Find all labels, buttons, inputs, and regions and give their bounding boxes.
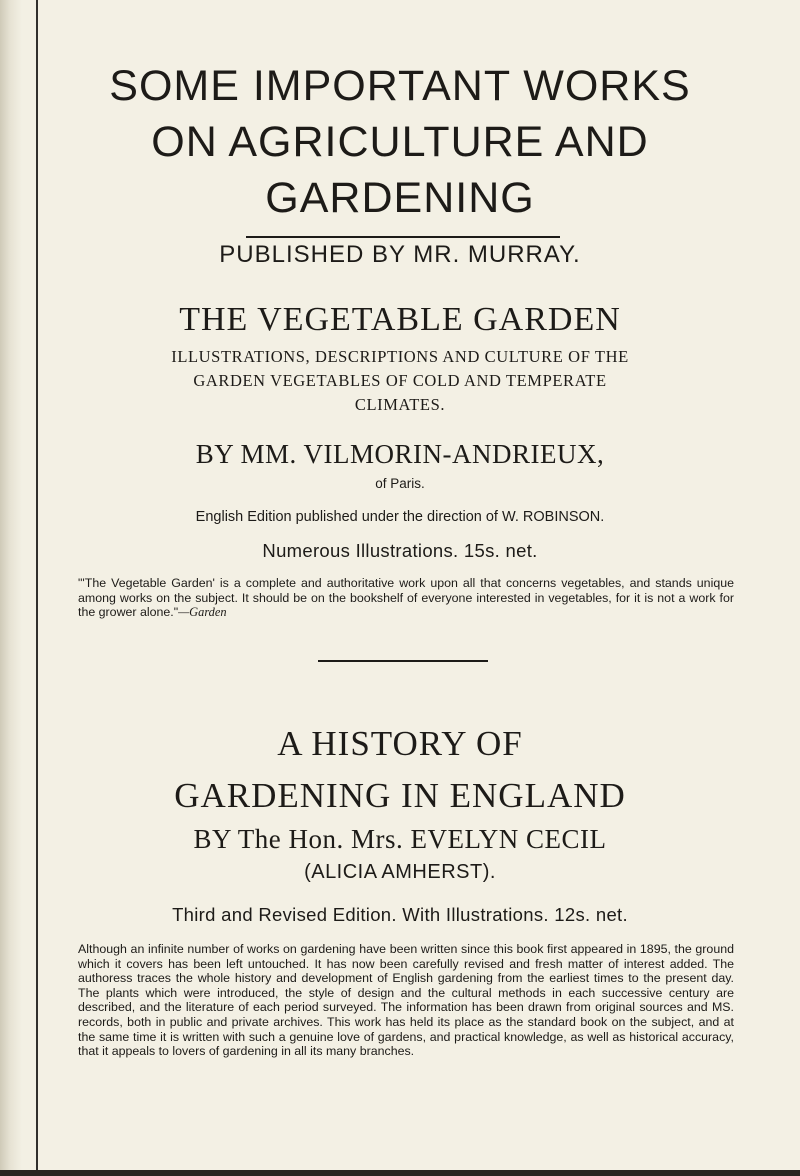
book-1-edition-note: English Edition published under the direction of W. ROBINSON.: [195, 509, 605, 525]
book-2-author-alias: (ALICIA AMHERST).: [304, 861, 496, 883]
book-1-price-line: Numerous Illustrations. 15s. net.: [262, 540, 538, 561]
book-1-title: THE VEGETABLE GARDEN: [179, 301, 621, 338]
divider-rule-1: [246, 236, 560, 238]
book-2-author: BY The Hon. Mrs. EVELYN CECIL: [193, 824, 607, 854]
book-2-title: [50, 718, 750, 822]
page-bottom-edge: [0, 1170, 800, 1176]
heading-line-3: GARDENING: [265, 174, 535, 222]
book-1-review-quote: [78, 576, 734, 620]
book-1-description-line-1: ILLUSTRATIONS, DESCRIPTIONS AND CULTURE OF THE: [171, 347, 629, 366]
publisher-line: PUBLISHED BY MR. MURRAY.: [219, 241, 581, 268]
book-1-description-line-3: CLIMATES.: [354, 395, 446, 414]
book-2-title-line-1: A HISTORY OF: [277, 724, 523, 763]
book-1-author-place: of Paris.: [375, 476, 425, 491]
book-1-author: BY MM. VILMORIN-ANDRIEUX,: [195, 439, 605, 469]
review-quote-source: —Garden: [178, 605, 227, 619]
spine-edge-line: [36, 0, 38, 1176]
page-spine-shadow: [0, 0, 22, 1176]
book-2-title-line-2: GARDENING IN ENGLAND: [174, 776, 626, 815]
divider-rule-2: [318, 660, 488, 662]
heading-line-1: SOME IMPORTANT WORKS: [109, 62, 691, 110]
book-1-description-line-2: GARDEN VEGETABLES OF COLD AND TEMPERATE: [193, 371, 607, 390]
book-2-description: Although an infinite number of works on gardening have been written since this book first appeared in 1895, the ground which it covers has been left untouched. It has now been carefully revised and fresh matter of interest added. The authoress traces the whole history and development of English gardening from the earliest times to the present day. The plants which were introduced, the style of design and the cultural methods in each successive century are described, and the literature of each period surveyed. The information has been drawn from original sources and MS. records, both in public and private archives. This work has held its place as the standard book on the subject, and at the same time it is written with such a genuine love of gardens, and practical knowledge, as well as historical accuracy, that it appeals to lovers of gardening in all its many branches.: [78, 942, 734, 1059]
book-2-price-line: Third and Revised Edition. With Illustrations. 12s. net.: [172, 904, 628, 925]
catalogue-heading: [40, 58, 760, 270]
review-quote-text: "'The Vegetable Garden' is a complete and authoritative work upon all that concerns vegetables, and stands unique among works on the subject. It should be on the bookshelf of everyone interested in vegetables, for it is not a work for the grower alone.": [78, 576, 734, 619]
heading-line-2: ON AGRICULTURE AND: [151, 118, 649, 166]
book-1-description: [50, 345, 750, 417]
